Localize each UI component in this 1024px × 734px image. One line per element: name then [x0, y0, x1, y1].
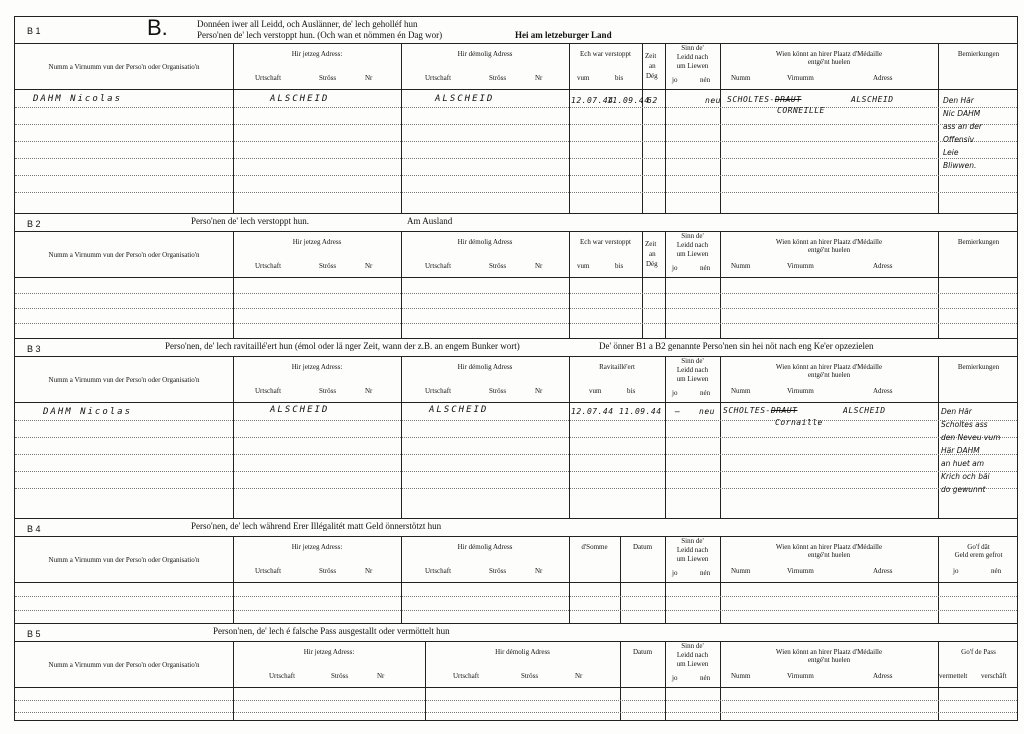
form-letter: B.: [147, 15, 168, 40]
date-header: Datum: [632, 648, 653, 656]
name-column-header: Numm a Virnumm vun der Perso'n oder Organisatio'n: [48, 251, 200, 259]
col-virnumm: Virnumm: [787, 262, 814, 270]
col-nen: nén: [700, 569, 711, 577]
col-virnumm: Virnumm: [787, 74, 814, 82]
medal-header-2: entgé'nt huelen: [807, 58, 851, 66]
col-stross: Ströss: [489, 387, 507, 395]
medal-header: Wien könnt an hirer Plaatz d'Médaille: [775, 238, 883, 246]
entry-current-address: ALSCHEID: [270, 94, 330, 104]
alive-header-2: Leidd nach: [676, 53, 709, 61]
entry-current-address: ALSCHEID: [270, 405, 330, 415]
col-nen: nén: [991, 567, 1002, 575]
col-stross: Ströss: [521, 672, 539, 680]
entry-medal-name: SCHOLTES-DRAUT: [727, 95, 802, 104]
col-verschaft: verschâft: [981, 672, 1007, 680]
col-stross: Ströss: [319, 387, 337, 395]
col-nr: Nr: [535, 387, 543, 395]
days-header: Zeit: [645, 240, 657, 248]
col-stross: Ströss: [331, 672, 349, 680]
entry-previous-address: ALSCHEID: [435, 94, 495, 104]
entry-name: DAHM Nicolas: [33, 94, 123, 104]
col-urtschaft: Urtschaft: [269, 672, 296, 680]
col-numm: Numm: [731, 672, 751, 680]
col-numm: Numm: [731, 387, 751, 395]
col-urtschaft: Urtschaft: [255, 387, 282, 395]
col-stross: Ströss: [489, 567, 507, 575]
alive-header-3: um Liewen: [676, 62, 709, 70]
alive-header: Sinn de': [681, 357, 704, 365]
col-nr: Nr: [365, 567, 373, 575]
medal-header-2: entgé'nt huelen: [807, 371, 851, 379]
days-header-an: an: [649, 62, 656, 70]
col-urtschaft: Urtschaft: [425, 74, 452, 82]
current-address-header: Hir jetzeg Adress:: [303, 648, 355, 656]
medal-header-2: entgé'nt huelen: [807, 551, 851, 559]
col-virnumm: Virnumm: [787, 567, 814, 575]
struck-text: DRAUT: [774, 95, 802, 104]
section-b3-header: [15, 339, 1017, 357]
col-nen: nén: [700, 389, 711, 397]
entry-days: 62: [647, 96, 658, 105]
col-virnumm: Virnumm: [787, 387, 814, 395]
col-stross: Ströss: [489, 262, 507, 270]
amount-header: d'Somme: [581, 543, 608, 551]
col-vum: vum: [589, 387, 602, 395]
col-bis: bis: [615, 74, 624, 82]
entry-from-date: 12.07.44: [571, 96, 614, 105]
entry-medal-name: SCHOLTES-DRAUT: [723, 406, 798, 415]
money-returned-header: Go'f dât: [967, 543, 990, 551]
alive-header-3: um Liewen: [676, 250, 709, 258]
section-b5-header: [15, 624, 1017, 642]
section-b2: [14, 213, 1018, 338]
entry-remarks: Den Här Scholtes ass den Neveu vum Här DAHM an huet am Krich och bäi do gewunnt: [941, 407, 1001, 494]
section-b5-title: Person'nen, de' lech é falsche Pass ausgestallt oder vermöttelt hun: [213, 626, 450, 636]
section-id: B 4: [27, 524, 41, 534]
col-stross: Ströss: [319, 74, 337, 82]
col-nen: nén: [700, 674, 711, 682]
col-jo: jo: [672, 76, 678, 84]
current-address-header: Hir jetzeg Adress:: [291, 543, 343, 551]
col-urtschaft: Urtschaft: [255, 74, 282, 82]
col-vum: vum: [577, 74, 590, 82]
col-nr: Nr: [365, 262, 373, 270]
struck-text: DRAUT: [770, 406, 798, 415]
supplied-header: Ravitaillé'ert: [599, 363, 635, 371]
section-b4: [14, 518, 1018, 623]
col-nen: nén: [700, 264, 711, 272]
section-id: B 2: [27, 219, 41, 229]
section-b1-subtitle-b: Hei am letzeburger Land: [515, 30, 612, 40]
remarks-header: Bemierkungen: [957, 50, 1000, 58]
entry-medal-address: ALSCHEID: [851, 95, 894, 104]
col-vum: vum: [577, 262, 590, 270]
section-b5: [14, 623, 1018, 721]
col-urtschaft: Urtschaft: [425, 387, 452, 395]
alive-header-2: Leidd nach: [676, 546, 709, 554]
col-jo: jo: [672, 264, 678, 272]
section-b2-header: [15, 214, 1017, 232]
previous-address-header: Hir démolig Adress: [495, 648, 550, 656]
section-id: B 5: [27, 629, 41, 639]
section-b1-subtitle: Perso'nen de' lech verstoppt hun. (Och wan et nömmen én Dag wor): [197, 30, 443, 40]
previous-address-header: Hir démolig Adress: [457, 50, 513, 58]
column-header: [15, 357, 1017, 403]
col-nr: Nr: [575, 672, 583, 680]
entry-remarks: Den Här Nic DAHM ass an der Offensiv Leie Bliwwen.: [943, 96, 982, 170]
col-nr: Nr: [365, 387, 373, 395]
col-adress: Adress: [873, 567, 893, 575]
days-header-deg: Dég: [646, 260, 658, 268]
form-page: [14, 16, 1018, 721]
alive-header: Sinn de': [681, 232, 704, 240]
section-b1-title: Donnéen iwer all Leidd, och Auslänner, de' lech geholléf hun: [197, 19, 418, 29]
days-header-deg: Dég: [646, 72, 658, 80]
entry-to-date: 11.09.44: [607, 96, 650, 105]
col-bis: bis: [615, 262, 624, 270]
hidden-period-header: Ech war verstoppt: [580, 50, 631, 58]
alive-header-2: Leidd nach: [676, 241, 709, 249]
entry-to-date: 11.09.44: [619, 407, 662, 416]
money-returned-header-2: Geld erem gefrot: [954, 551, 1003, 559]
col-nen: nén: [700, 76, 711, 84]
col-jo: jo: [953, 567, 959, 575]
date-header: Datum: [632, 543, 653, 551]
previous-address-header: Hir démolig Adress: [457, 543, 513, 551]
col-nr: Nr: [535, 74, 543, 82]
col-urtschaft: Urtschaft: [255, 567, 282, 575]
col-jo: jo: [672, 389, 678, 397]
section-b5-rows: [15, 688, 1017, 721]
col-stross: Ströss: [319, 262, 337, 270]
alive-header: Sinn de': [681, 44, 704, 52]
remarks-header: Bemierkungen: [957, 363, 1000, 371]
medal-header-2: entgé'nt huelen: [807, 656, 851, 664]
section-b2-title: Perso'nen de' lech verstoppt hun.: [191, 216, 309, 226]
entry-medal-address: ALSCHEID: [843, 406, 886, 415]
alive-header-2: Leidd nach: [676, 651, 709, 659]
entry-name: DAHM Nicolas: [43, 407, 133, 417]
section-b3-rows: [15, 403, 1017, 519]
previous-address-header: Hir démolig Adress: [457, 363, 513, 371]
section-b4-rows: [15, 583, 1017, 624]
section-b2-title-b: Am Ausland: [407, 216, 453, 226]
col-adress: Adress: [873, 74, 893, 82]
section-b4-header: [15, 519, 1017, 537]
col-urtschaft: Urtschaft: [255, 262, 282, 270]
hidden-period-header: Ech war verstoppt: [580, 238, 631, 246]
entry-medal-firstname: Cornaille: [775, 418, 823, 427]
column-header: [15, 537, 1017, 583]
section-b1-rows: [15, 90, 1017, 214]
alive-header-3: um Liewen: [676, 555, 709, 563]
col-nr: Nr: [365, 74, 373, 82]
col-urtschaft: Urtschaft: [453, 672, 480, 680]
col-adress: Adress: [873, 262, 893, 270]
section-b1: [14, 16, 1018, 213]
entry-previous-address: ALSCHEID: [429, 405, 489, 415]
medal-header: Wien könnt an hirer Plaatz d'Médaille: [775, 50, 883, 58]
col-jo: jo: [672, 674, 678, 682]
col-vermettelt: vermettelt: [939, 672, 968, 680]
medal-header: Wien könnt an hirer Plaatz d'Médaille: [775, 648, 883, 656]
passport-header: Go'f de Pass: [961, 648, 996, 656]
column-header: [15, 642, 1017, 688]
current-address-header: Hir jetzeg Adress:: [291, 363, 343, 371]
entry-alive-jo: —: [675, 407, 681, 416]
section-b2-rows: [15, 278, 1017, 339]
section-b3-title: Perso'nen, de' lech ravitaillé'ert hun (émol oder lä nger Zeit, wann der z.B. an engem Bunker wort): [165, 341, 520, 351]
previous-address-header: Hir démolig Adress: [457, 238, 513, 246]
col-numm: Numm: [731, 74, 751, 82]
col-adress: Adress: [873, 387, 893, 395]
section-b3: [14, 338, 1018, 518]
alive-header: Sinn de': [681, 642, 704, 650]
medal-header: Wien könnt an hirer Plaatz d'Médaille: [775, 363, 883, 371]
name-column-header: Numm a Virnumm vun der Perso'n oder Organisatio'n: [48, 556, 200, 564]
col-urtschaft: Urtschaft: [425, 567, 452, 575]
column-header: [15, 232, 1017, 278]
name-column-header: Numm a Virnumm vun der Perso'n oder Organisatio'n: [48, 661, 200, 669]
section-b1-header: [15, 17, 1017, 44]
days-header: Zeit: [645, 52, 657, 60]
section-b3-title-b: De' önner B1 a B2 genannte Perso'nen sin hei nöt nach eng Ke'er opzezielen: [599, 341, 874, 351]
col-nr: Nr: [535, 567, 543, 575]
current-address-header: Hir jetzeg Adress:: [291, 50, 343, 58]
entry-from-date: 12.07.44: [571, 407, 614, 416]
column-header: [15, 44, 1017, 90]
alive-header-3: um Liewen: [676, 375, 709, 383]
entry-medal-firstname: CORNEILLE: [777, 106, 825, 115]
col-stross: Ströss: [319, 567, 337, 575]
col-nr: Nr: [535, 262, 543, 270]
name-column-header: Numm a Virnumm vun der Perso'n oder Organisatio'n: [48, 376, 200, 384]
alive-header-3: um Liewen: [676, 660, 709, 668]
col-urtschaft: Urtschaft: [425, 262, 452, 270]
section-id: B 1: [27, 26, 41, 36]
entry-alive-nen: neu: [699, 407, 715, 416]
col-virnumm: Virnumm: [787, 672, 814, 680]
entry-alive-nen: neu: [705, 96, 721, 105]
alive-header-2: Leidd nach: [676, 366, 709, 374]
section-id: B 3: [27, 344, 41, 354]
current-address-header: Hir jetzeg Adress: [292, 238, 342, 246]
medal-header-2: entgé'nt huelen: [807, 246, 851, 254]
section-b4-title: Perso'nen, de' lech während Erer Illégalitét matt Geld önnerstötzt hun: [191, 521, 442, 531]
alive-header: Sinn de': [681, 537, 704, 545]
col-bis: bis: [627, 387, 636, 395]
col-jo: jo: [672, 569, 678, 577]
col-stross: Ströss: [489, 74, 507, 82]
col-numm: Numm: [731, 262, 751, 270]
remarks-header: Bemierkungen: [957, 238, 1000, 246]
medal-header: Wien könnt an hirer Plaatz d'Médaille: [775, 543, 883, 551]
col-numm: Numm: [731, 567, 751, 575]
col-nr: Nr: [377, 672, 385, 680]
name-column-header: Numm a Virnumm vun der Perso'n oder Organisatio'n: [48, 63, 200, 71]
days-header-an: an: [649, 250, 656, 258]
col-adress: Adress: [873, 672, 893, 680]
